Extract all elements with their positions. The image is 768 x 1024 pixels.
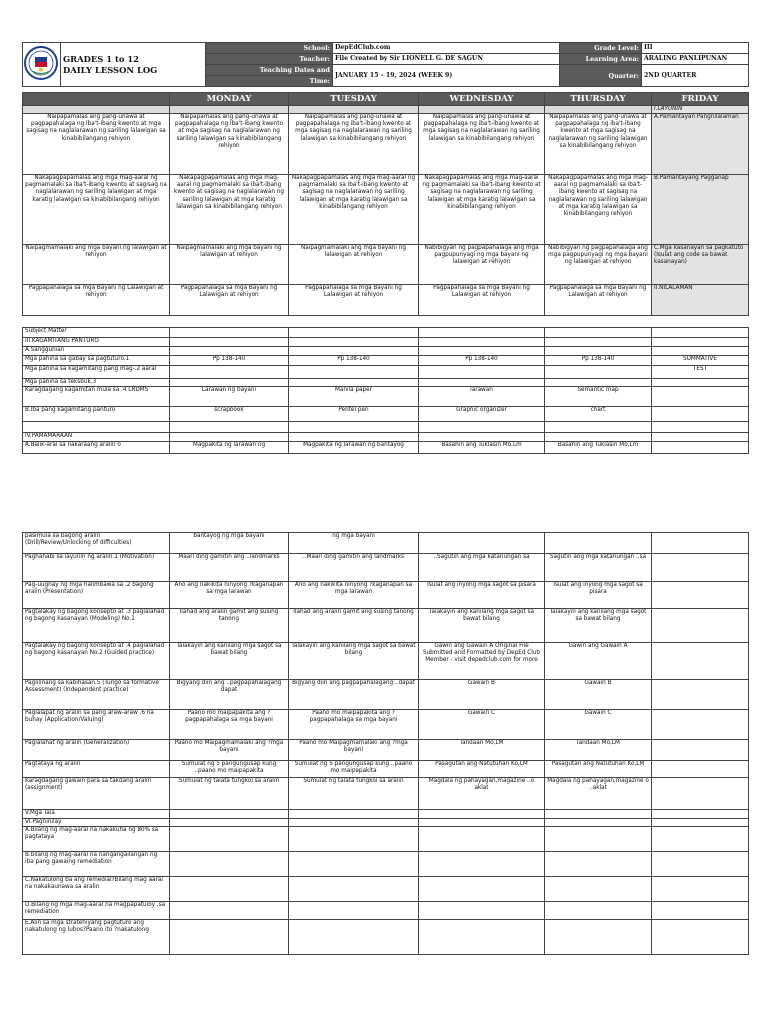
cell-friday xyxy=(652,554,749,582)
cell-tuesday xyxy=(289,920,419,955)
cell-wednesday xyxy=(419,810,545,819)
cell-monday xyxy=(170,347,289,356)
row-label: Mga pahina sa kagamitang pang mag-.2 aaral xyxy=(23,366,170,379)
cell-tuesday xyxy=(289,422,419,433)
teaching-dates-value: JANUARY 15 – 19, 2024 (WEEK 9) xyxy=(333,65,560,87)
table-row xyxy=(23,810,749,819)
cell-friday xyxy=(652,407,749,422)
learning-area-label: Learning Area: xyxy=(560,54,642,65)
cell-monday: Naipapamalas ang pang-unawa at pagpapahalaga ng iba't-ibang kwento at mga sagisag na naglalarawan ng sariling lalawigan sa kinabibilangang rehiyon xyxy=(170,114,289,175)
table-row xyxy=(23,356,749,366)
quarter-value: 2ND QUARTER xyxy=(642,65,749,87)
cell-monday xyxy=(170,920,289,955)
cell-friday xyxy=(652,433,749,442)
table-row xyxy=(23,114,749,175)
table-row xyxy=(23,554,749,582)
row-label: C.Nakatulong ba ang remedial?Bilang mag aaral na nakakaunawa sa aralin xyxy=(23,877,170,902)
cell-thursday: Pagpapahalaga sa mga Bayani ng Lalawigan at rehiyon xyxy=(545,285,652,316)
cell-thursday: Talakayin ang kanilang mga sagot sa bawat bilang xyxy=(545,609,652,643)
cell-wednesday xyxy=(419,902,545,920)
cell-tuesday: Bigyang diin ang pagpapahalagang ..dapat xyxy=(289,680,419,710)
table-row xyxy=(23,827,749,852)
cell-wednesday: Talakayin ang kanilang mga sagot sa bawat bilang xyxy=(419,609,545,643)
cell-monday: bantayog ng mga bayani xyxy=(170,533,289,554)
cell-friday xyxy=(652,379,749,387)
cell-tuesday: Manila paper xyxy=(289,387,419,407)
cell-monday: Naipagmamalaki ang mga bayani ng lalawigan at rehiyon xyxy=(170,245,289,285)
cell-friday xyxy=(652,643,749,680)
cell-thursday: Pp 138-140 xyxy=(545,356,652,366)
cell-thursday: Naipapamalas ang pang-unawa at pagpapahalaga ng iba't-ibang kwento at mga sagisag na naglalarawan ng sariling lalawigan sa kinabibilangang rehiyon xyxy=(545,114,652,175)
table-row xyxy=(23,387,749,407)
cell-thursday xyxy=(545,366,652,379)
cell-friday xyxy=(652,347,749,356)
cell-wednesday: Pagpapahalaga sa mga Bayani ng Lalawigan at rehiyon xyxy=(419,285,545,316)
row-label: VI.Pagninilay xyxy=(23,819,170,827)
cell-thursday xyxy=(545,338,652,347)
cell-friday xyxy=(652,852,749,877)
row-label: Nakapagpapamalas ang mga mag-aaral ng pagmamalaki sa iba't-ibang kwento at sagisag na naglalarawan ng sariling lalawigan at mga karatig lalawigan sa kinabibilangang rehiyon xyxy=(23,175,170,245)
cell-tuesday: Ilahad ang aralin gamit ang susing tanong xyxy=(289,609,419,643)
row-label: Paglalapat ng aralin sa pang araw-araw .6 na buhay (Application/Valuing) xyxy=(23,710,170,740)
row-label: Naipagmamalaki ang mga bayani ng lalawigan at rehiyon xyxy=(23,245,170,285)
header-title xyxy=(61,43,206,87)
cell-friday xyxy=(652,387,749,407)
cell-monday xyxy=(170,366,289,379)
cell-friday xyxy=(652,338,749,347)
table-row xyxy=(23,245,749,285)
cell-wednesday xyxy=(419,422,545,433)
cell-monday: Talakayin ang kanilang mga sagot sa bawat bilang xyxy=(170,643,289,680)
row-label: A.Sanggunian xyxy=(23,347,170,356)
table-row xyxy=(23,609,749,643)
row-label: Pagtalakay ng bagong konsepto at .4 paglalahad ng bagong kasanayan No.2 (Guided practice) xyxy=(23,643,170,680)
day-header-tuesday: TUESDAY xyxy=(289,93,419,106)
school-value: DepEdClub.com xyxy=(333,43,560,54)
row-label: B.bilang ng mag-aaral na nangangailangan ng iba pang gawaing remediation xyxy=(23,852,170,877)
cell-tuesday: Naipapamalas ang pang-unawa at pagpapahalaga ng iba't-ibang kwento at mga sagisag na naglalarawan ng sariling lalawigan sa kinabibilangang rehiyon xyxy=(289,114,419,175)
day-header-blank xyxy=(23,93,170,106)
day-header-thursday: THURSDAY xyxy=(545,93,652,106)
cell-tuesday xyxy=(289,433,419,442)
cell-monday: Pagpapahalaga sa mga Bayani ng Lalawigan at rehiyon xyxy=(170,285,289,316)
cell-thursday xyxy=(545,379,652,387)
header-title-line2: DAILY LESSON LOG xyxy=(63,64,158,75)
cell-tuesday: ng mga bayani xyxy=(289,533,419,554)
table-row xyxy=(23,582,749,609)
row-label: E.Alin sa mga stratehiyang pagtuturo ang nakatulong ng lubos?Paano ito ?nakatulong xyxy=(23,920,170,955)
cell-thursday xyxy=(545,819,652,827)
table-row xyxy=(23,740,749,761)
materials-table xyxy=(22,327,749,454)
teacher-value: File Created by Sir LIONELL G. DE SAGUN xyxy=(333,54,560,65)
cell-friday xyxy=(652,533,749,554)
cell-tuesday: Nakapagpapamalas ang mga mag-aaral ng pagmamalaki sa iba't-ibang kwento at sagisag na naglalarawan ng sariling lalawigan at mga karatig lalawigan sa kinabibilangang rehiyon xyxy=(289,175,419,245)
cell-tuesday xyxy=(289,827,419,852)
objectives-gap-row xyxy=(23,106,749,114)
cell-wednesday xyxy=(419,347,545,356)
cell-tuesday: Paano mo Maipagmamalaki ang ?mga bayani xyxy=(289,740,419,761)
cell-friday xyxy=(652,710,749,740)
table-row xyxy=(23,407,749,422)
cell-tuesday xyxy=(289,819,419,827)
cell-thursday: Sagutin ang mga katanungan ..sa xyxy=(545,554,652,582)
cell-tuesday xyxy=(289,328,419,338)
row-label: Paglilinang sa kabihasan.5 (Tungo sa formative Assessment) (Independent practice) xyxy=(23,680,170,710)
header-title-line1: GRADES 1 to 12 xyxy=(63,53,139,64)
cell-tuesday: Magpakita ng larawan ng bantayog xyxy=(289,442,419,454)
cell-friday xyxy=(652,680,749,710)
cell-monday: Pp 138-140 xyxy=(170,356,289,366)
table-row xyxy=(23,877,749,902)
row-label: Paglalahat ng aralin (Generalization) xyxy=(23,740,170,761)
row-label: Pagpapahalaga sa mga Bayani ng Lalawigan at rehiyon xyxy=(23,285,170,316)
row-label: Karagdagang kagamitan mula sa .4 LRDMS xyxy=(23,387,170,407)
table-row xyxy=(23,643,749,680)
cell-monday xyxy=(170,338,289,347)
cell-thursday xyxy=(545,422,652,433)
cell-wednesday xyxy=(419,920,545,955)
table-row xyxy=(23,533,749,554)
table-row xyxy=(23,680,749,710)
table-row xyxy=(23,902,749,920)
row-label: IV.PAMAMARAAN xyxy=(23,433,170,442)
cell-tuesday: Pentel pen xyxy=(289,407,419,422)
table-row xyxy=(23,285,749,316)
table-row xyxy=(23,379,749,387)
cell-thursday: Nabibigyan ng pagpapahalaga ang mga pagpupunyagi ng mga bayani ng lalawigan at rehiyon xyxy=(545,245,652,285)
cell-wednesday: Graphic organizer xyxy=(419,407,545,422)
row-label: D.Bilang ng mga mag-aaral na magpapatuloy .sa remediation xyxy=(23,902,170,920)
cell-friday: A.Pamantayan Pangnilalaman xyxy=(652,114,749,175)
row-label: Pagtataya ng aralin xyxy=(23,761,170,778)
cell-wednesday: Naipapamalas ang pang-unawa at pagpapahalaga ng iba't-ibang kwento at mga sagisag na naglalarawan ng sariling lalawigan sa kinabibilangang rehiyon xyxy=(419,114,545,175)
cell-tuesday xyxy=(289,902,419,920)
table-row xyxy=(23,433,749,442)
cell-friday xyxy=(652,422,749,433)
school-label: School: xyxy=(206,43,333,54)
day-header-friday: FRIDAY xyxy=(652,93,749,106)
cell-monday xyxy=(170,433,289,442)
cell-thursday: Gawain C xyxy=(545,710,652,740)
teacher-label: Teacher: xyxy=(206,54,333,65)
table-row xyxy=(23,778,749,810)
cell-tuesday: Sumulat ng talata tungkol sa aralin xyxy=(289,778,419,810)
cell-thursday: Pasagutan ang Natutuhan Ko,LM xyxy=(545,761,652,778)
cell-tuesday: Talakayin ang kanilang mga sagot sa bawat bilang xyxy=(289,643,419,680)
row-label: Pag-uugnay ng mga halimbawa sa .2 bagong aralin (Presentation) xyxy=(23,582,170,609)
row-label: Karagdagang gawain para sa takdang aralin (assignment) xyxy=(23,778,170,810)
cell-thursday xyxy=(545,902,652,920)
cell-monday: Ano ang nakikita ninyong ?kaganapan sa mga larawan xyxy=(170,582,289,609)
cell-monday: Larawan ng bayani xyxy=(170,387,289,407)
cell-monday xyxy=(170,422,289,433)
procedure-table xyxy=(22,532,749,955)
cell-monday xyxy=(170,819,289,827)
row-label: Subject Matter xyxy=(23,328,170,338)
row-label xyxy=(23,422,170,433)
cell-monday xyxy=(170,852,289,877)
table-row xyxy=(23,852,749,877)
cell-wednesday: Pasagutan ang Natutuhan Ko,LM xyxy=(419,761,545,778)
cell-friday: C.Mga kasanayan sa pagkatuto (Isulat ang code sa bawat kasanayan) xyxy=(652,245,749,285)
cell-wednesday xyxy=(419,819,545,827)
cell-friday xyxy=(652,810,749,819)
cell-friday xyxy=(652,442,749,454)
cell-tuesday: Sumulat ng 5 pangungusap kung ..paano mo maipapakita xyxy=(289,761,419,778)
cell-wednesday: Gawain B xyxy=(419,680,545,710)
cell-thursday xyxy=(545,328,652,338)
cell-wednesday: larawan xyxy=(419,387,545,407)
cell-wednesday xyxy=(419,338,545,347)
layunin-heading: I.LAYUNIN xyxy=(652,106,749,114)
cell-monday: Sumulat ng 5 pangungusap kung ..paano mo maipapakita xyxy=(170,761,289,778)
cell-wednesday xyxy=(419,852,545,877)
cell-monday: Magpakita ng larawan ng xyxy=(170,442,289,454)
cell-monday xyxy=(170,827,289,852)
objectives-table xyxy=(22,92,749,316)
day-header-row xyxy=(23,93,749,106)
cell-tuesday xyxy=(289,379,419,387)
cell-thursday: Nakapagpapamalas ang mga mag-aaral ng pagmamalaki sa iba't-ibang kwento at sagisag na naglalarawan ng sariling lalawigan at mga karatig lalawigan sa kinabibilangang rehiyon xyxy=(545,175,652,245)
row-label: Naipapamalas ang pang-unawa at pagpapahalaga ng iba't-ibang kwento at mga sagisag na naglalarawan ng sariling lalawigan sa kinabibilangang rehiyon xyxy=(23,114,170,175)
cell-friday: II.NILALAMAN xyxy=(652,285,749,316)
row-label: A.Balik-aral sa nakaraang aralin o xyxy=(23,442,170,454)
table-row xyxy=(23,328,749,338)
cell-tuesday: Pp 138-140 xyxy=(289,356,419,366)
cell-tuesday xyxy=(289,877,419,902)
cell-thursday: chart xyxy=(545,407,652,422)
cell-tuesday: Paano mo maipapakita ang ?pagpapahalaga sa mga bayani xyxy=(289,710,419,740)
cell-wednesday: Magdala ng pahayagan,magazine ..o aklat xyxy=(419,778,545,810)
row-label: Mga pahina sa gabay sa pagtuturo.1 xyxy=(23,356,170,366)
cell-friday xyxy=(652,609,749,643)
teaching-dates-label-1: Teaching Dates and xyxy=(206,65,333,76)
row-label: B.Iba pang kagamitang panturo xyxy=(23,407,170,422)
grade-level-value: III xyxy=(642,43,749,54)
cell-friday: B.Pamantayang Pagganap xyxy=(652,175,749,245)
cell-thursday xyxy=(545,810,652,819)
row-label: III.KAGAMITANG PANTURO xyxy=(23,338,170,347)
cell-wednesday xyxy=(419,827,545,852)
cell-wednesday xyxy=(419,328,545,338)
cell-wednesday: ..Sagutin ang mga katanungan sa xyxy=(419,554,545,582)
day-header-monday: MONDAY xyxy=(170,93,289,106)
cell-wednesday xyxy=(419,533,545,554)
cell-tuesday xyxy=(289,366,419,379)
cell-thursday xyxy=(545,920,652,955)
table-row xyxy=(23,366,749,379)
grade-level-label: Grade Level: xyxy=(560,43,642,54)
cell-friday xyxy=(652,761,749,778)
cell-friday xyxy=(652,920,749,955)
cell-tuesday: Pagpapahalaga sa mga Bayani ng Lalawigan at rehiyon xyxy=(289,285,419,316)
cell-thursday: Tandaan Mo,LM xyxy=(545,740,652,761)
cell-monday xyxy=(170,379,289,387)
cell-friday xyxy=(652,827,749,852)
cell-monday xyxy=(170,877,289,902)
cell-monday: Bigyang diin ang ..pagpapahalagang dapat xyxy=(170,680,289,710)
row-label: Paghahabi sa layunin ng aralin.1 (Motivation) xyxy=(23,554,170,582)
cell-tuesday xyxy=(289,852,419,877)
cell-friday xyxy=(652,902,749,920)
cell-friday xyxy=(652,740,749,761)
cell-thursday: Semantic map xyxy=(545,387,652,407)
cell-monday: Sumulat ng talata tungkol sa aralin xyxy=(170,778,289,810)
cell-friday xyxy=(652,328,749,338)
cell-monday: Nakapagpapamalas ang mga mag-aaral ng pagmamalaki sa iba't-ibang kwento at sagisag na naglalarawan ng sariling lalawigan at mga karatig lalawigan sa kinabibilangang rehiyon xyxy=(170,175,289,245)
cell-thursday xyxy=(545,852,652,877)
cell-thursday xyxy=(545,827,652,852)
cell-thursday: Gawin ang Gawain A xyxy=(545,643,652,680)
cell-thursday: Basahin ang Tuklasin Mo,Lm xyxy=(545,442,652,454)
cell-friday xyxy=(652,778,749,810)
table-row xyxy=(23,347,749,356)
cell-monday: Maari ding gamitin ang ..landmarks xyxy=(170,554,289,582)
cell-wednesday: Nakapagpapamalas ang mga mag-aaral ng pagmamalaki sa iba't-ibang kwento at sagisag na naglalarawan ng sariling lalawigan at mga karatig lalawigan sa kinabibilangang rehiyon xyxy=(419,175,545,245)
cell-thursday xyxy=(545,433,652,442)
cell-wednesday xyxy=(419,379,545,387)
table-row xyxy=(23,338,749,347)
cell-friday xyxy=(652,877,749,902)
row-label: V.Mga Tala xyxy=(23,810,170,819)
cell-monday: Paano mo maipapakita ang ?pagpapahalaga sa mga bayani xyxy=(170,710,289,740)
cell-thursday: Magdala ng pahayagan,magazine o ..aklat xyxy=(545,778,652,810)
day-header-wednesday: WEDNESDAY xyxy=(419,93,545,106)
cell-tuesday: Naipagmamalaki ang mga bayani ng lalawigan at rehiyon xyxy=(289,245,419,285)
cell-thursday xyxy=(545,877,652,902)
table-row xyxy=(23,422,749,433)
cell-monday: scrapbook xyxy=(170,407,289,422)
row-label: pasimula sa bagong aralin (Drill/Review/Unlocking of difficulties) xyxy=(23,533,170,554)
cell-thursday xyxy=(545,347,652,356)
cell-tuesday: Ano ang nakikita ninyong ?kaganapan sa mga larawan xyxy=(289,582,419,609)
row-label: Pagtalakay ng bagong konsepto at .3 paglalahad ng bagong kasanayan (Modeling) No.1 xyxy=(23,609,170,643)
row-label: Mga pahina sa teksbuk.3 xyxy=(23,379,170,387)
table-row xyxy=(23,442,749,454)
cell-friday: TEST xyxy=(652,366,749,379)
cell-friday: SUMMATIVE xyxy=(652,356,749,366)
cell-monday: Ilahad ang aralin gamit ang susing tanong xyxy=(170,609,289,643)
table-row xyxy=(23,175,749,245)
cell-wednesday xyxy=(419,877,545,902)
header-table xyxy=(22,42,749,87)
cell-wednesday: Nabibigyan ng pagpapahalaga ang mga pagpupunyagi ng mga bayani ng lalawigan at rehiyon xyxy=(419,245,545,285)
cell-wednesday: Gawin ang Gawain A Original File Submitted and Formatted by DepEd Club Member - visit depedclub.com for more xyxy=(419,643,545,680)
cell-wednesday: Pp 138-140 xyxy=(419,356,545,366)
cell-thursday xyxy=(545,533,652,554)
cell-monday: Paano mo Maipagmamalaki ang ?mga bayani xyxy=(170,740,289,761)
cell-tuesday xyxy=(289,338,419,347)
teaching-dates-label-2: Time: xyxy=(206,76,333,87)
cell-tuesday: ..Maari ding gamitin ang landmarks xyxy=(289,554,419,582)
cell-friday xyxy=(652,819,749,827)
cell-tuesday xyxy=(289,347,419,356)
cell-thursday: Gawain B xyxy=(545,680,652,710)
cell-wednesday xyxy=(419,433,545,442)
quarter-label: Quarter: xyxy=(560,65,642,87)
table-row xyxy=(23,710,749,740)
table-row xyxy=(23,761,749,778)
learning-area-value: ARALING PANLIPUNAN xyxy=(642,54,749,65)
cell-thursday: Isulat ang inyong mga sagot sa pisara xyxy=(545,582,652,609)
cell-monday xyxy=(170,902,289,920)
cell-wednesday: Basahin ang Tuklasin Mo,Lm xyxy=(419,442,545,454)
cell-tuesday xyxy=(289,810,419,819)
row-label: A.Bilang ng mag-aaral na nakakuha ng 80% sa pagtataya xyxy=(23,827,170,852)
cell-wednesday: Isulat ang inyong mga sagot sa pisara xyxy=(419,582,545,609)
cell-monday xyxy=(170,810,289,819)
deped-seal-logo xyxy=(23,43,61,87)
cell-monday xyxy=(170,328,289,338)
cell-wednesday: Gawain C xyxy=(419,710,545,740)
table-row xyxy=(23,920,749,955)
cell-friday xyxy=(652,582,749,609)
cell-wednesday xyxy=(419,366,545,379)
cell-wednesday: Tandaan Mo,LM xyxy=(419,740,545,761)
deped-seal-icon xyxy=(23,44,59,82)
table-row xyxy=(23,819,749,827)
